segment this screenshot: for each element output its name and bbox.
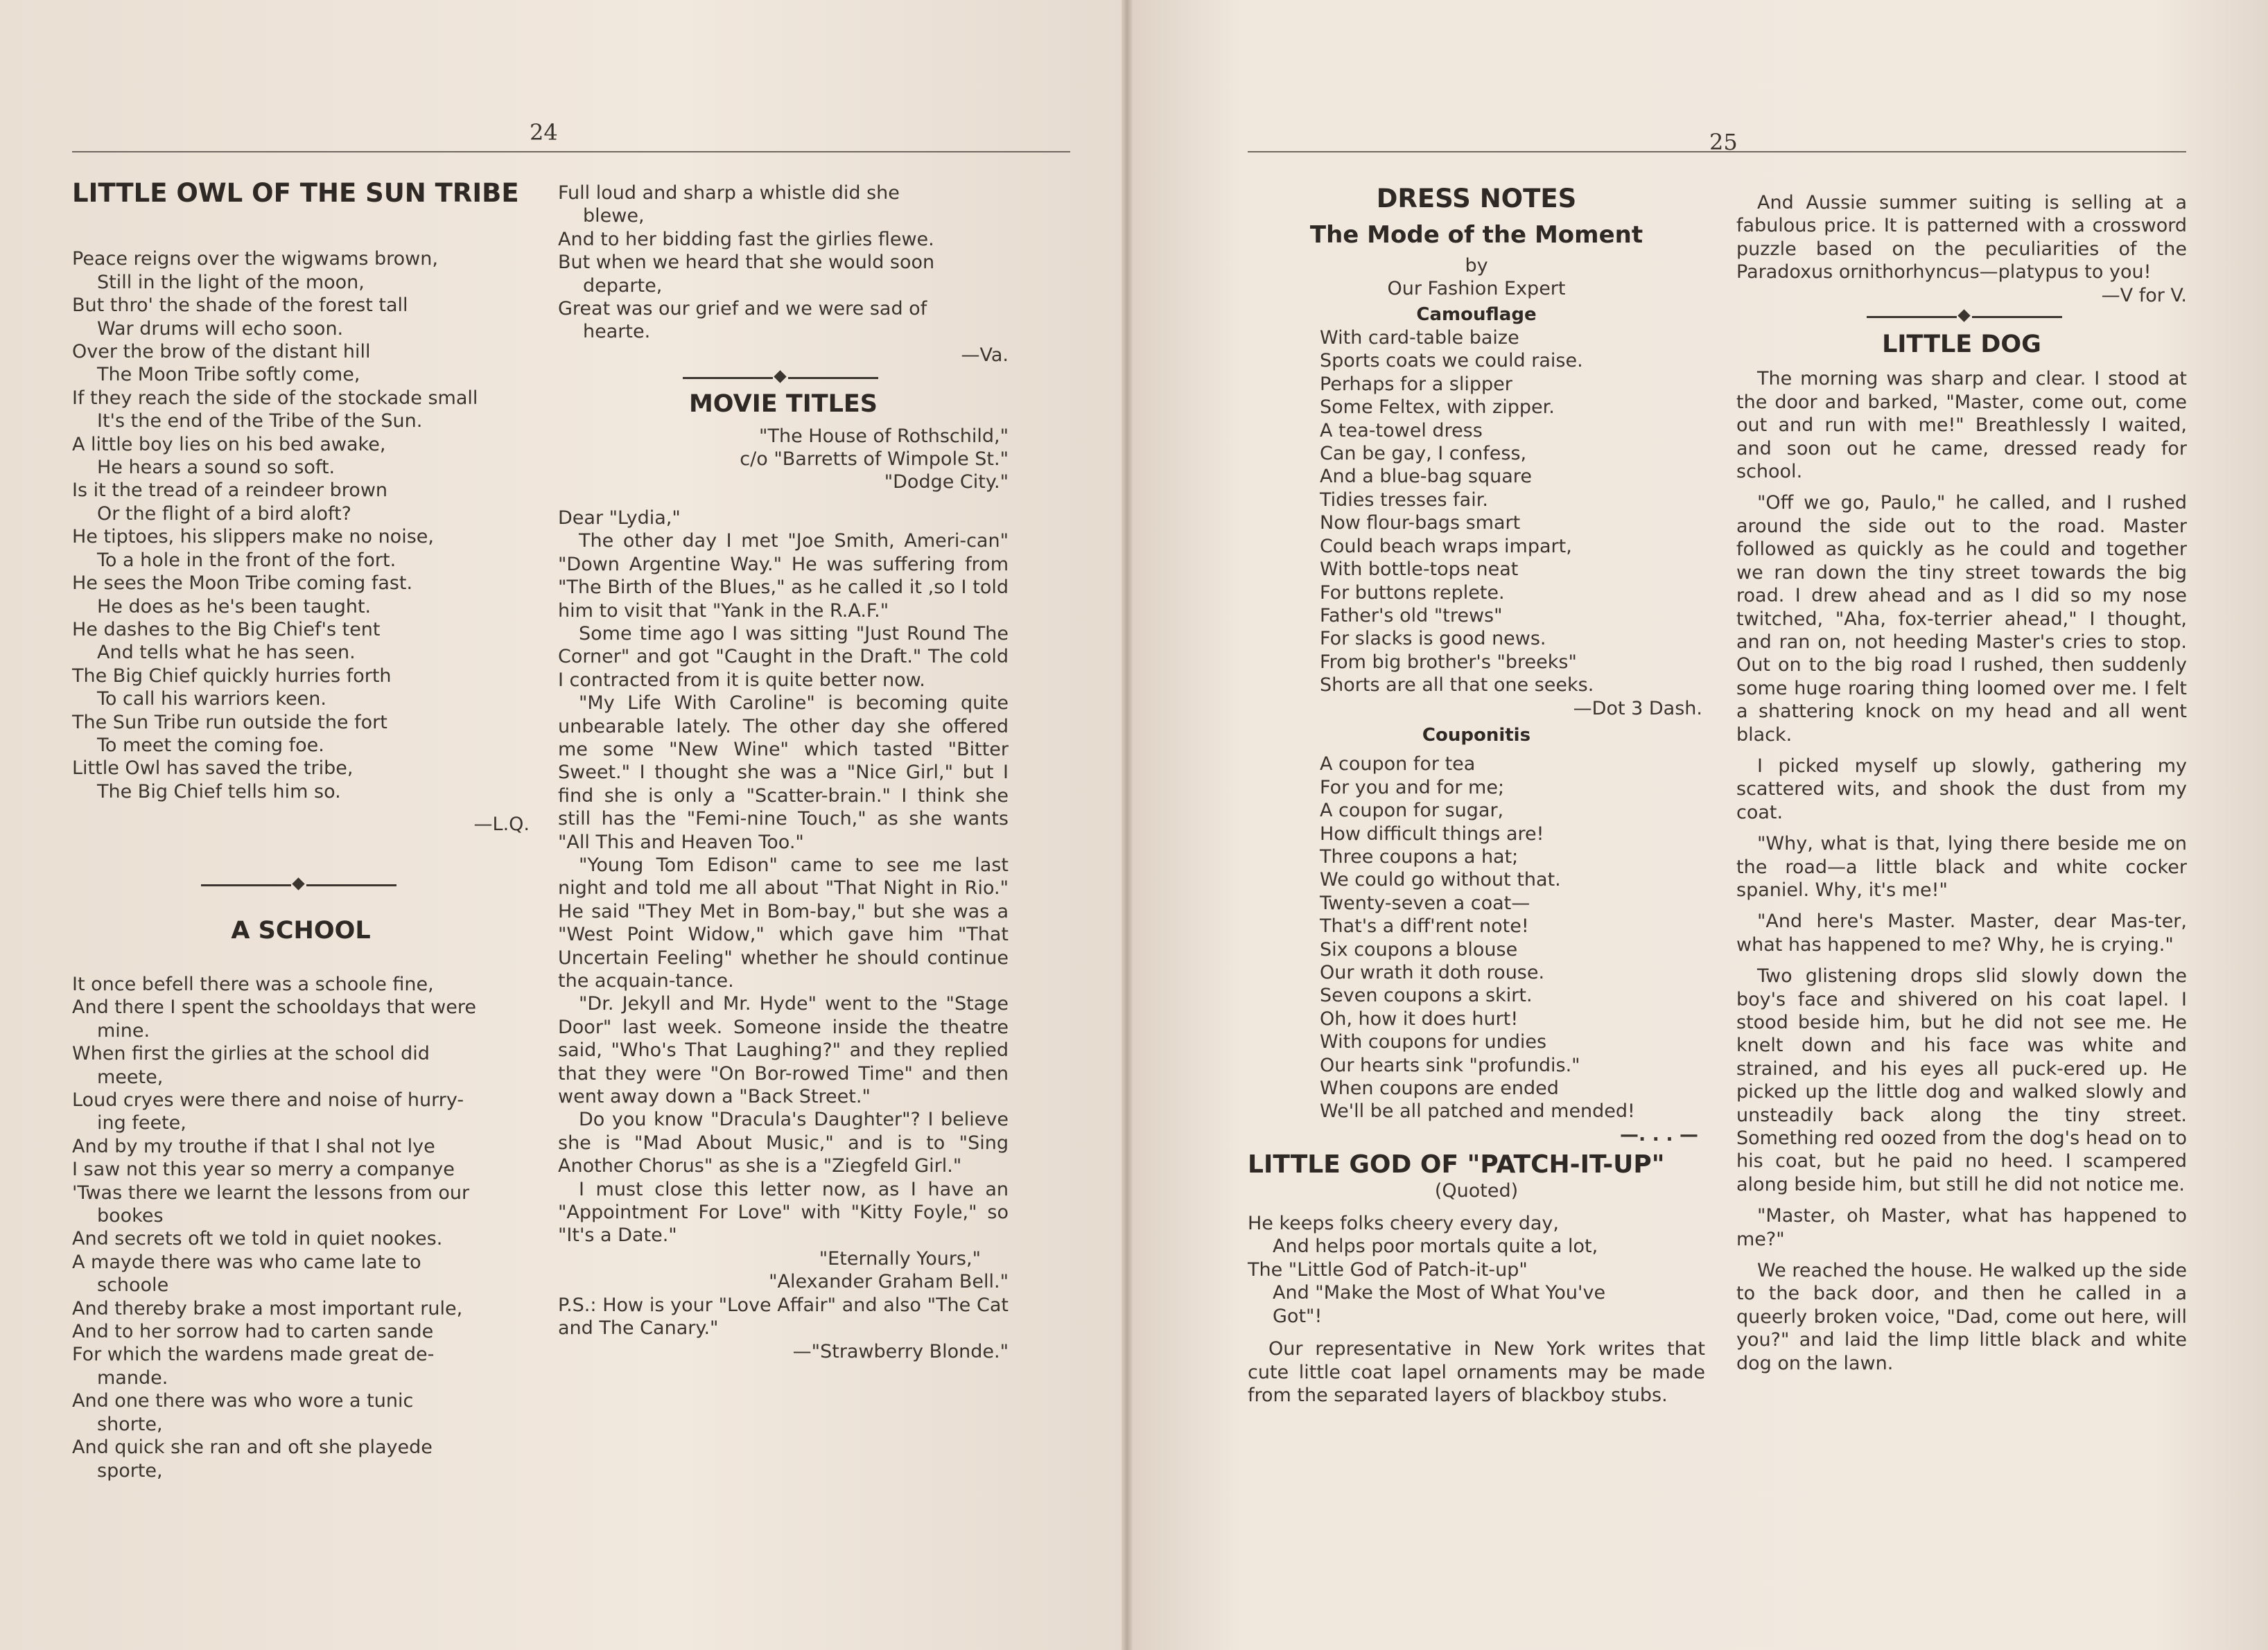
story-paragraph: "Master, oh Master, what has happened to me?" xyxy=(1736,1205,2187,1250)
poem-line: For you and for me; xyxy=(1320,776,1505,798)
book-gutter xyxy=(1122,0,1133,1650)
poem-line: Our hearts sink "profundis." xyxy=(1320,1054,1580,1076)
poem-line: Our wrath it doth rouse. xyxy=(1320,962,1545,983)
right-column-1 xyxy=(1248,184,1705,1407)
poem-line: The Big Chief tells him so. xyxy=(97,780,341,802)
header-rule xyxy=(72,151,1070,152)
poem-line: The Big Chief quickly hurries forth xyxy=(72,665,392,687)
patch-it-up-paragraph: Our representative in New York writes that cute little coat lapel ornaments may be made from the separated layers of blackboy stubs. xyxy=(1248,1338,1705,1406)
section-ornament xyxy=(558,371,1009,385)
patch-it-up-subtitle: (Quoted) xyxy=(1434,1179,1519,1202)
letter-paragraph: The other day I met "Joe Smith, Ameri-can" "Down Argentine Way." He was suffering from "The Birth of the Blues," as he called it ,so I told him to visit that "Yank in the R.A.F." xyxy=(558,530,1009,622)
poem-line: bookes xyxy=(97,1205,164,1227)
little-dog-story xyxy=(1736,367,2187,1375)
poem-line: With bottle-tops neat xyxy=(1320,559,1519,581)
patch-it-up-title: LITTLE GOD OF "PATCH-IT-UP" xyxy=(1248,1150,1665,1179)
poem-line: Tidies tresses fair. xyxy=(1320,489,1488,511)
poem-line: How difficult things are! xyxy=(1320,823,1544,845)
poem-line: Is it the tread of a reindeer brown xyxy=(72,480,388,502)
movie-salutation: Dear "Lydia," xyxy=(558,507,681,529)
poem-line: To meet the coming foe. xyxy=(97,734,324,756)
poem-line: For buttons replete. xyxy=(1320,581,1505,604)
poem-line: Loud cryes were there and noise of hurry- xyxy=(72,1089,464,1111)
poem-line: Perhaps for a slipper xyxy=(1320,373,1512,395)
school-poem xyxy=(72,973,530,1482)
poem-line: He sees the Moon Tribe coming fast. xyxy=(72,572,413,595)
poem-line: mine. xyxy=(97,1019,150,1042)
camouflage-poem xyxy=(1248,326,1705,697)
poem-line: He tiptoes, his slippers make no noise, xyxy=(72,526,434,548)
poem-line: He keeps folks cheery every day, xyxy=(1248,1213,1559,1235)
school-poem-title: A SCHOOL xyxy=(231,916,371,945)
dress-notes-subtitle: The Mode of the Moment xyxy=(1309,221,1643,249)
header-rule xyxy=(1248,151,2186,152)
school-signature: —Va. xyxy=(961,344,1009,366)
poem-line: To call his warriors keen. xyxy=(97,688,326,710)
letter-paragraph: "Dr. Jekyll and Mr. Hyde" went to the "Stage Door" last week. Someone inside the theatre said, "Who's That Laughing?" and they replied that they were "On Bor-rowed Time" and then went away down a "Back Street." xyxy=(558,993,1009,1108)
poem-line: sporte, xyxy=(97,1459,163,1482)
poem-line: It's the end of the Tribe of the Sun. xyxy=(97,410,423,432)
dress-notes-title: DRESS NOTES xyxy=(1376,184,1577,213)
address-line: c/o "Barretts of Wimpole St." xyxy=(740,448,1009,471)
poem-line: He dashes to the Big Chief's tent xyxy=(72,618,381,640)
poem-line: War drums will echo soon. xyxy=(97,317,344,340)
poem-line: And tells what he has seen. xyxy=(97,642,356,664)
section-ornament xyxy=(72,878,530,892)
poem-line: A coupon for sugar, xyxy=(1320,800,1504,822)
story-paragraph: "Why, what is that, lying there beside me on the road—a little black and white cocker spaniel. Why, it's me!" xyxy=(1736,833,2187,901)
poem-line: Great was our grief and we were sad of xyxy=(558,298,927,320)
story-paragraph: I picked myself up slowly, gathering my scattered wits, and shook the dust from my coat. xyxy=(1736,755,2187,823)
movie-letter-body xyxy=(558,529,1009,1247)
poem-line: Seven coupons a skirt. xyxy=(1320,985,1533,1007)
poem-line: Or the flight of a bird aloft? xyxy=(97,502,351,525)
owl-poem-title: LITTLE OWL OF THE SUN TRIBE xyxy=(72,178,519,208)
patch-it-up-poem xyxy=(1248,1212,1705,1328)
poem-line: With coupons for undies xyxy=(1320,1031,1547,1053)
letter-paragraph: "My Life With Caroline" is becoming quite unbearable lately. The other day she offered me some "New Wine" which tasted "Bitter Sweet." I thought she was a "Nice Girl," but I find she is only a "Scatter-brain." I think she still has the "Femi-nine Touch," as she wants "All This and Heaven Too." xyxy=(558,692,1009,853)
poem-line: The Sun Tribe run outside the fort xyxy=(72,711,387,733)
poem-line: The "Little God of Patch-it-up" xyxy=(1248,1258,1528,1281)
poem-line: And by my trouthe if that I shal not lye xyxy=(72,1135,435,1157)
poem-line: Some Feltex, with zipper. xyxy=(1320,396,1555,419)
letter-paragraph: Some time ago I was sitting "Just Round The Corner" and got "Caught in the Draft." The cold I contracted from it is quite better now. xyxy=(558,622,1009,691)
poem-line: A mayde there was who came late to xyxy=(72,1251,421,1273)
movie-postscript: P.S.: How is your "Love Affair" and also "The Cat and The Canary." xyxy=(558,1294,1009,1340)
poem-line: But when we heard that she would soon xyxy=(558,252,935,274)
camouflage-heading: Camouflage xyxy=(1416,304,1537,325)
owl-signature: —L.Q. xyxy=(473,814,530,836)
poem-line: Can be gay, I confess, xyxy=(1320,443,1527,465)
story-paragraph: "And here's Master. Master, dear Mas-ter, what has happened to me? Why, he is crying." xyxy=(1736,911,2187,956)
poem-line: Full loud and sharp a whistle did she xyxy=(558,182,900,204)
movie-ps-signature: —"Strawberry Blonde." xyxy=(792,1340,1009,1362)
movie-closing: "Eternally Yours," xyxy=(819,1247,981,1270)
poem-line: For which the wardens made great de- xyxy=(72,1344,435,1366)
letter-paragraph: "Young Tom Edison" came to see me last night and told me all about "That Night in Rio." He said "They Met in Bom-bay," but she was a "West Point Widow," which gave him "That Uncertain Feeling" whether he should continue the acquain-tance. xyxy=(558,854,1009,992)
camouflage-signature: —Dot 3 Dash. xyxy=(1573,697,1702,719)
movie-titles-heading: MOVIE TITLES xyxy=(688,390,878,419)
letter-paragraph: Do you know "Dracula's Daughter"? I believe she is "Mad About Music," and is to "Sing Another Chorus" as she is a "Ziegfeld Girl." xyxy=(558,1109,1009,1177)
poem-line: And there I spent the schooldays that were xyxy=(72,997,476,1019)
poem-line: With card-table baize xyxy=(1320,327,1519,349)
poem-line: 'Twas there we learnt the lessons from our xyxy=(72,1182,470,1204)
story-paragraph: "Off we go, Paulo," he called, and I rushed around the side out to the road. Master followed as quickly as he could and together we ran down the tiny street towards the big road. I drew ahead and as I did so my nose twitched, "Aha, fox-terrier ahead," I thought, and ran on, not heeding Master's cries to stop. Out on to the big road I rushed, then suddenly some huge roaring thing loomed over me. I felt a shattering knock on my head and all went black. xyxy=(1736,492,2187,746)
poem-line: Twenty-seven a coat— xyxy=(1320,892,1530,914)
poem-line: Over the brow of the distant hill xyxy=(72,341,371,363)
movie-address xyxy=(558,425,1009,494)
section-ornament xyxy=(1736,310,2187,324)
poem-line: But thro' the shade of the forest tall xyxy=(72,295,408,317)
poem-line: hearte. xyxy=(583,321,651,343)
poem-line: A coupon for tea xyxy=(1320,753,1476,775)
poem-line: Peace reigns over the wigwams brown, xyxy=(72,248,438,270)
little-dog-title: LITTLE DOG xyxy=(1882,331,2041,359)
couponitis-heading: Couponitis xyxy=(1422,724,1531,746)
right-column-2 xyxy=(1736,191,2187,1375)
poem-line: We'll be all patched and mended! xyxy=(1320,1100,1635,1123)
poem-line: The Moon Tribe softly come, xyxy=(97,364,360,386)
dress-notes-author: Our Fashion Expert xyxy=(1387,278,1566,300)
poem-line: Three coupons a hat; xyxy=(1320,845,1519,868)
poem-line: And to her bidding fast the girlies flewe. xyxy=(558,228,934,250)
poem-line: meete, xyxy=(97,1066,164,1088)
letter-paragraph: I must close this letter now, as I have an "Appointment For Love" with "Kitty Foyle," so "It's a Date." xyxy=(558,1178,1009,1247)
story-paragraph: Two glistening drops slid slowly down the boy's face and shivered on his coat lapel. I stood beside him, but he did not see me. He knelt down and his face was white and strained, and his eyes all puck-ered up. He picked up the little dog and walked slowly and unsteadily back along the tiny street. Something red oozed from the dog's head on to his coat, but he paid no heed. I scampered along beside him, but still he did not notice me. xyxy=(1736,965,2187,1195)
owl-poem xyxy=(72,247,530,803)
poem-line: ing feete, xyxy=(97,1112,186,1134)
poem-line: I saw not this year so merry a companye xyxy=(72,1159,455,1181)
poem-line: He does as he's been taught. xyxy=(97,595,372,617)
poem-line: It once befell there was a schoole fine, xyxy=(72,973,434,995)
poem-line: For slacks is good news. xyxy=(1320,628,1546,650)
story-paragraph: We reached the house. He walked up the side to the back door, and then he called in a queerly broken voice, "Dad, come out here, will you?" and laid the limp little black and white dog on the lawn. xyxy=(1736,1260,2187,1374)
poem-line: Father's old "trews" xyxy=(1320,604,1503,626)
poem-line: Oh, how it does hurt! xyxy=(1320,1008,1519,1030)
poem-line: A little boy lies on his bed awake, xyxy=(72,433,386,455)
story-paragraph: The morning was sharp and clear. I stood at the door and barked, "Master, come out, come out and run with me!" Breathlessly I waited, and soon out he came, dressed ready for school. xyxy=(1736,368,2187,483)
address-line: "The House of Rothschild," xyxy=(759,425,1009,447)
poem-line: Could beach wraps impart, xyxy=(1320,535,1572,557)
left-column-2 xyxy=(558,182,1009,1363)
poem-line: If they reach the side of the stockade small xyxy=(72,387,478,409)
page-number: 25 xyxy=(1709,129,1738,155)
couponitis-signature: —. . . — xyxy=(1620,1123,1698,1146)
poem-line: blewe, xyxy=(583,205,645,227)
poem-line: And thereby brake a most important rule, xyxy=(72,1297,463,1319)
poem-line: We could go without that. xyxy=(1320,869,1561,891)
dress-notes-by: by xyxy=(1465,254,1488,277)
poem-line: From big brother's "breeks" xyxy=(1320,651,1577,673)
poem-line: Shorts are all that one seeks. xyxy=(1320,674,1594,696)
poem-line: And one there was who wore a tunic xyxy=(72,1390,414,1412)
poem-line: Sports coats we could raise. xyxy=(1320,350,1583,372)
poem-line: A tea-towel dress xyxy=(1320,419,1483,441)
poem-line: mande. xyxy=(97,1367,168,1389)
poem-line: Little Owl has saved the tribe, xyxy=(72,757,354,780)
poem-line: Six coupons a blouse xyxy=(1320,938,1518,960)
poem-line: That's a diff'rent note! xyxy=(1320,915,1529,938)
poem-line: shorte, xyxy=(97,1413,163,1435)
poem-line: And helps poor mortals quite a lot, xyxy=(1273,1236,1598,1258)
left-column-1 xyxy=(72,178,530,1482)
poem-line: He hears a sound so soft. xyxy=(97,457,335,479)
poem-line: And to her sorrow had to carten sande xyxy=(72,1321,434,1343)
couponitis-poem xyxy=(1248,753,1705,1123)
poem-line: schoole xyxy=(97,1274,169,1297)
poem-line: Still in the light of the moon, xyxy=(97,271,365,293)
movie-closing-name: "Alexander Graham Bell." xyxy=(769,1271,1009,1293)
aussie-paragraph: And Aussie summer suiting is selling at a fabulous price. It is patterned with a crossword puzzle based on the peculiarities of the Paradoxus ornithorhyncus—platypus to you! xyxy=(1736,192,2187,283)
aussie-signature: —V for V. xyxy=(2101,284,2187,306)
school-poem-continued xyxy=(558,182,1009,344)
address-line: "Dodge City." xyxy=(884,471,1009,493)
page-number: 24 xyxy=(530,119,558,146)
poem-line: To a hole in the front of the fort. xyxy=(97,549,396,571)
poem-line: When first the girlies at the school did xyxy=(72,1043,430,1065)
poem-line: And "Make the Most of What You've xyxy=(1273,1282,1606,1304)
poem-line: And a blue-bag square xyxy=(1320,466,1532,488)
poem-line: And quick she ran and oft she playede xyxy=(72,1437,433,1459)
poem-line: departe, xyxy=(583,274,663,297)
poem-line: Now flour-bags smart xyxy=(1320,512,1521,534)
poem-line: And secrets oft we told in quiet nookes. xyxy=(72,1228,443,1250)
poem-line: When coupons are ended xyxy=(1320,1078,1559,1100)
poem-line: Got"! xyxy=(1273,1305,1323,1327)
